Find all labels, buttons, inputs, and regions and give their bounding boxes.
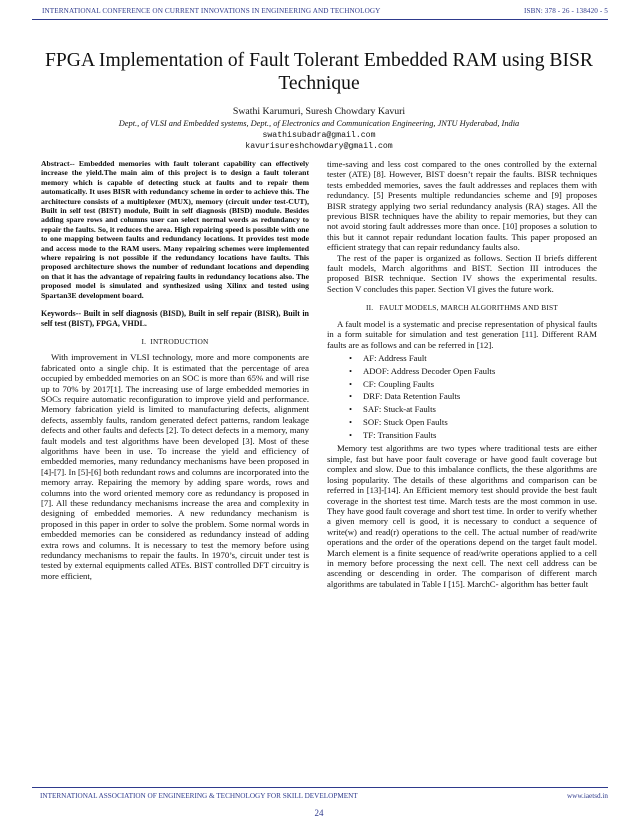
list-item	[349, 416, 597, 429]
paper-title: FPGA Implementation of Fault Tolerant Embedded RAM using BISR Technique	[45, 50, 593, 94]
section-2-heading	[327, 303, 597, 313]
introduction-text: With improvement in VLSI technology, more and more components are fabricated onto a single chip. It is estimated that the percentage of area occupied by embedded memories on an SOC is more than 65% and will rise up to 70% by 2017[1]. The increasing use of large embedded memories in SOCs require automatic reconfiguration to improve yield and performance. Memory fabrication yield is limited to manufacturing defects, alignment defects, assembly faults, random generated defect patterns, random leakage defects and other faults and defects [2]. To detect defects in a memory, many fault models and test algorithms have been developed [3]. Most of these algorithms have been in use. To increase the yield and efficiency of embedded memories, many redundancy mechanisms have been proposed in [4]-[7]. In [5]-[6] both redundant rows and columns are incorporated into the memory array. Repairing the memory by adding spare words, rows and columns into the word oriented memory core as redundancy is proposed in [7]. All these redundancy mechanisms increase the area and complexity in designing of embedded memories. A new redundancy mechanism is proposed in this paper in order to solve the problem. Some normal words in embedded memories can be considered as redundancy instead of adding extra rows and columns. It is necessary to test the memory before using redundancy mechanisms to repair the faults. In 1970’s, circuit under test is tested by external equipments called ATEs. BIST controlled DFT circuitry is more efficient,	[41, 352, 309, 581]
section-1-heading	[41, 337, 309, 347]
bullet-icon: •	[349, 378, 353, 389]
list-item	[349, 352, 597, 365]
section-1-title: INTRODUCTION	[150, 336, 209, 346]
fault-label: CF: Coupling Faults	[363, 378, 434, 389]
section-1-number: I.	[141, 336, 147, 346]
section-2-title: FAULT MODELS, MARCH ALGORITHMS AND BIST	[379, 303, 559, 313]
list-item	[349, 403, 597, 416]
fault-label: SAF: Stuck-at Faults	[363, 404, 436, 415]
author-email-2: kavurisureshchowdary@gmail.com	[245, 142, 393, 151]
fault-label: ADOF: Address Decoder Open Faults	[363, 365, 496, 376]
bullet-icon: •	[349, 365, 353, 376]
association-name: INTERNATIONAL ASSOCIATION OF ENGINEERING & TECHNOLOGY FOR SKILL DEVELOPMENT	[40, 792, 358, 800]
section-2-number: II.	[365, 303, 374, 313]
abstract: Abstract-- Embedded memories with fault tolerant capability can effectively increase the yield.The main aim of this project is to design a fault tolerant memory which is capable of detecting stuck at faults and to repair them automatically. It uses BISR with redundancy scheme in order to achieve this. The architecture consists of a multiplexer (MUX), memory (circuit under test-CUT), Built in self test (BIST) module, Built in self diagnosis (BISD) module. Besides adding spare rows and columns user can select normal words as redundancy to repair the faults. So, it reduces the area. High repairing speed is possible with one to one mapping between faults and redundancy locations. It provides test mode and access mode to the RAM users. Many repairing schemes were implemented where repairing is not possible if the redundancy locations have faults. This proposed architecture shows the number of redundant locations and depending on that it has the advantage of repairing faults in redundancy locations also. The proposed model is simulated and synthesized using Xilinx and tested using Spartan3E development board.	[41, 159, 309, 300]
website-link[interactable]: www.iaetsd.in	[566, 792, 608, 800]
header-rule	[32, 19, 608, 20]
fault-label: AF: Address Fault	[363, 352, 427, 363]
fault-label: SOF: Stuck Open Faults	[363, 416, 448, 427]
right-column	[327, 159, 597, 589]
footer-rule	[32, 787, 608, 788]
bullet-icon: •	[349, 391, 353, 402]
list-item	[349, 429, 597, 442]
running-footer	[40, 792, 608, 800]
paper-authors: Swathi Karumuri, Suresh Chowdary Kavuri	[232, 106, 406, 117]
intro-continued-text: time-saving and less cost compared to the ones controlled by the external tester (ATE) [8]. However, BIST doesn’t repair the faults. BISR techniques tests embedded memories, saves the fault addresses and replaces them with redundancy. [5] Presents multiple redundancies scheme and [9] proposes BISR strategy applying two serial redundancy analysis (RA) stages. All the previous BISR techniques have the ability to repair memories, but they can not avoid storing fault addresses more than once. [10] proposes a solution to this but it cannot repair redundant location faults. This paper proposed an efficient strategy that can repair redundancy faults also.	[327, 159, 597, 253]
fault-model-text: A fault model is a systematic and precise representation of physical faults in a form suitable for simulation and test generation [11]. Different RAM faults are as follows and can be referred in [12].	[327, 318, 597, 350]
fault-list	[327, 352, 597, 442]
bullet-icon: •	[349, 352, 353, 363]
keywords: Keywords-- Built in self diagnosis (BISD), Built in self repair (BISR), Built in self test (BIST), FPGA, VHDL.	[41, 309, 309, 328]
running-header	[42, 7, 608, 15]
left-column	[41, 159, 309, 581]
fault-label: DRF: Data Retention Faults	[363, 391, 461, 402]
bullet-icon: •	[349, 416, 353, 427]
isbn: ISBN: 378 - 26 - 138420 - 5	[524, 7, 608, 15]
list-item	[349, 365, 597, 378]
list-item	[349, 390, 597, 403]
page-number: 24	[314, 808, 324, 818]
list-item	[349, 378, 597, 391]
bullet-icon: •	[349, 429, 353, 440]
author-email-1: swathisubadra@gmail.com	[262, 131, 376, 140]
conference-name: INTERNATIONAL CONFERENCE ON CURRENT INNOVATIONS IN ENGINEERING AND TECHNOLOGY	[42, 7, 381, 15]
bullet-icon: •	[349, 404, 353, 415]
march-algorithm-text: Memory test algorithms are two types where traditional tests are either simple, fast but have poor fault coverage or have good fault coverage but complex and slow. Due to this imbalance conflicts, the these algorithms are losing popularity. The details of these algorithms and comparison can be referred in [13]-[14]. An Efficient memory test should provide the best fault coverage in the shortest test time. March tests are the most common in use. They have good fault coverage and short test time. In order to verify whether a given memory cell is good, it is necessary to conduct a sequence of write(w) and read(r) operations to the cell. The actual number of read/write operations and the order of the operations depend on the target fault model. March element is a finite sequence of read/write operations applied to a cell in memory before processing the next cell. The next cell address can be ascending or descending in order. The comparison of different march algorithms are tabulated in Table I [15]. MarchC- algorithm has better fault	[327, 443, 597, 589]
fault-label: TF: Transition Faults	[363, 429, 437, 440]
paper-affiliation: Dept., of VLSI and Embedded systems, Dept., of Electronics and Communication Engineering, JNTU Hyderabad, India	[118, 119, 520, 128]
paper-organization-text: The rest of the paper is organized as follows. Section II briefs different fault models, March algorithms and BIST. Section III introduces the proposed BISR technique. Section IV shows the experimental results. Section V concludes this paper. Section VI gives the future work.	[327, 252, 597, 294]
